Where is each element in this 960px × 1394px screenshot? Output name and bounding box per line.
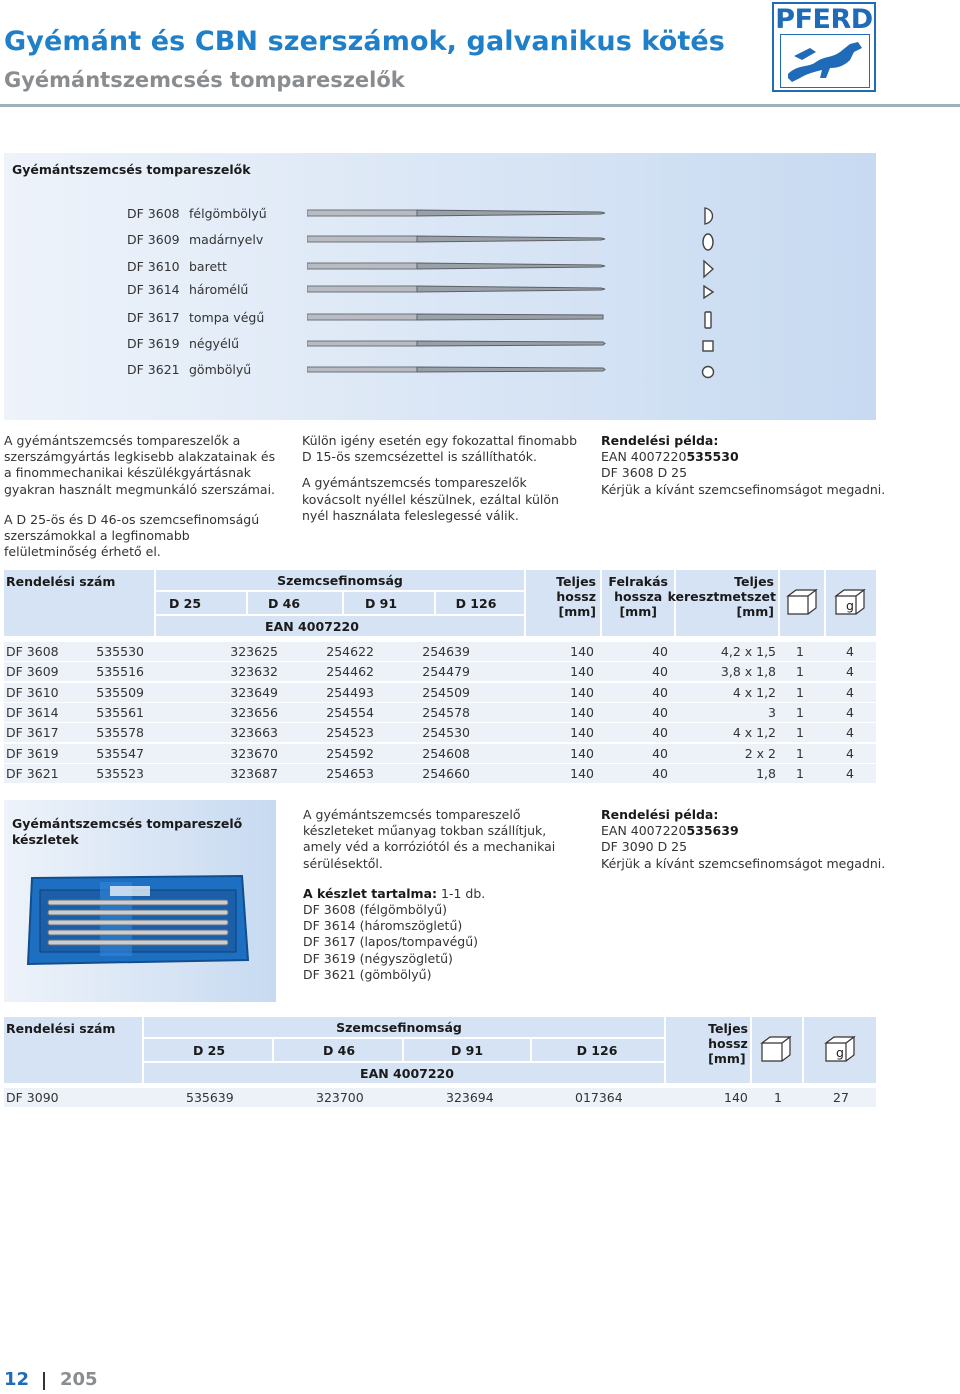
cell-total-length: 140 [570, 725, 594, 741]
cell-d25: 535516 [96, 664, 144, 680]
barrette-profile-icon [697, 259, 721, 279]
cell-cut-length: 40 [652, 765, 668, 781]
header-d46: D 46 [267, 596, 301, 611]
cell-pack-qty: 1 [774, 1090, 782, 1105]
header-cell [274, 1039, 402, 1061]
file-image [307, 338, 607, 348]
header-cell [156, 570, 524, 590]
cell-d25: 535530 [96, 644, 144, 659]
kit-panel-title: Gyémántszemcsés tompareszelő készletek [12, 816, 243, 847]
header-cell [667, 570, 778, 636]
cell-cut-length: 40 [652, 745, 668, 761]
header-cross-section: Teljes keresztmetszet [mm] [667, 574, 776, 619]
product-code: DF 3610 [127, 259, 180, 274]
product-row [4, 206, 876, 226]
cell-order-number: DF 3614 [6, 704, 59, 720]
cell-d25: 535561 [96, 704, 144, 720]
cell-weight: 4 [846, 704, 854, 720]
table-row [4, 703, 876, 722]
header-total-length: Teljes hossz [mm] [556, 574, 596, 619]
header-d91: D 91 [364, 596, 398, 611]
footer-divider [43, 1372, 45, 1390]
header-cell [436, 592, 524, 614]
cell-d46: 323663 [230, 725, 278, 741]
order-line: DF 3090 D 25 [601, 839, 688, 855]
file-image [307, 284, 607, 294]
order-example-title: Rendelési példa: [601, 433, 719, 448]
cell-d25: 535523 [96, 765, 144, 781]
header-cell [602, 570, 674, 636]
product-row [4, 310, 876, 330]
header-cell [780, 570, 824, 636]
header-cell [4, 1017, 142, 1083]
product-code: DF 3614 [127, 282, 180, 297]
header-weight: g [836, 1045, 844, 1060]
file-image [307, 364, 607, 374]
cell-d46: 323625 [230, 644, 278, 659]
cell-pack-qty: 1 [796, 765, 804, 781]
cell-pack-qty: 1 [796, 664, 804, 680]
cell-cut-length: 40 [652, 684, 668, 700]
cell-d91: 254523 [326, 725, 374, 741]
cell-d126: 254509 [422, 684, 470, 700]
table-row [4, 723, 876, 742]
file-image [307, 234, 607, 244]
table-row [4, 764, 876, 783]
triangle-profile-icon [697, 282, 721, 302]
cell-weight: 4 [846, 765, 854, 781]
order-line: Kérjük a kívánt szemcsefinomságot megadni. [601, 481, 886, 497]
header-d91: D 91 [450, 1043, 484, 1058]
kit-panel [4, 800, 276, 1002]
cell-cross-section: 1,8 [756, 765, 776, 781]
cell-total-length: 140 [570, 684, 594, 700]
kit-item: DF 3614 (háromszögletű) [303, 918, 463, 934]
order-ean-suffix: 535530 [686, 449, 739, 465]
crossing-profile-icon [697, 232, 721, 252]
header-order-number: Rendelési szám [6, 1021, 116, 1036]
cell-cross-section: 3 [768, 704, 776, 720]
cell-cut-length: 40 [652, 644, 668, 659]
logo-text: PFERD [775, 4, 873, 35]
cell-cross-section: 3,8 x 1,8 [720, 664, 776, 680]
page-title: Gyémánt és CBN szerszámok, galvanikus kötés [4, 26, 725, 57]
cell-weight: 4 [846, 725, 854, 741]
product-code: DF 3608 [127, 206, 180, 221]
cell-pack-qty: 1 [796, 644, 804, 659]
order-line: Kérjük a kívánt szemcsefinomságot megadni. [601, 855, 886, 871]
table2-header [4, 1017, 876, 1083]
cell-d126: 254479 [422, 664, 470, 680]
product-row [4, 336, 876, 356]
cell-total-length: 140 [570, 745, 594, 761]
cell-order-number: DF 3609 [6, 664, 59, 680]
product-name: négyélű [189, 336, 240, 351]
file-set-case-image [26, 874, 252, 966]
header-cell [666, 1017, 750, 1083]
cell-d91: 254493 [326, 684, 374, 700]
product-panel [4, 153, 876, 420]
product-name: félgömbölyű [189, 206, 267, 221]
header-cell [156, 592, 246, 614]
header-d46: D 46 [322, 1043, 356, 1058]
intro-column-1 [4, 433, 279, 560]
cell-pack-qty: 1 [796, 725, 804, 741]
cell-d91: 254622 [326, 644, 374, 659]
cell-d46: 323649 [230, 684, 278, 700]
cell-cross-section: 4 x 1,2 [732, 725, 776, 741]
cell-weight: 27 [833, 1090, 849, 1105]
cell-order-number: DF 3090 [6, 1090, 59, 1105]
cell-total-length: 140 [570, 664, 594, 680]
header-cell [156, 616, 524, 636]
pferd-logo [772, 2, 876, 92]
header-cell [532, 1039, 664, 1061]
cell-order-number: DF 3621 [6, 765, 59, 781]
product-row [4, 282, 876, 302]
file-image [307, 312, 607, 322]
flat-profile-icon [697, 310, 721, 330]
header-grain: Szemcsefinomság [277, 573, 403, 588]
cell-d126: 254639 [422, 644, 470, 659]
cell-d91: 254653 [326, 765, 374, 781]
cell-order-number: DF 3619 [6, 745, 59, 761]
cell-total-length: 140 [724, 1090, 748, 1105]
half-round-profile-icon [697, 206, 721, 226]
cell-d126: 254660 [422, 765, 470, 781]
panel-title: Gyémántszemcsés tompareszelők [12, 162, 251, 177]
kit-description [303, 807, 585, 983]
header-cell [826, 570, 876, 636]
square-profile-icon [697, 336, 721, 356]
header-cell [752, 1017, 802, 1083]
page-number: 205 [60, 1369, 98, 1390]
order-ean-prefix: EAN 4007220 [601, 449, 687, 465]
intro-paragraph: A gyémántszemcsés tompareszelők a szerszámgyártás legkisebb alakzatainak és a finommechanikai készülékgyártásnak gyakran használt megmunkáló szerszámai. [4, 433, 276, 497]
table-row [4, 683, 876, 702]
cell-d25: 535509 [96, 684, 144, 700]
product-row [4, 259, 876, 279]
kit-desc-text: A gyémántszemcsés tompareszelő készleteket műanyag tokban szállítjuk, amely véd a korróziótól és a mechanikai sérülésektől. [303, 807, 556, 871]
cell-d91: 254592 [326, 745, 374, 761]
file-image [307, 261, 607, 271]
chapter-number: 12 [4, 1369, 30, 1390]
kit-item: DF 3608 (félgömbölyű) [303, 902, 448, 918]
table-row [4, 642, 876, 661]
cell-weight: 4 [846, 664, 854, 680]
cell-order-number: DF 3608 [6, 644, 59, 659]
header-ean: EAN 4007220 [265, 619, 359, 634]
cell-d46: 323670 [230, 745, 278, 761]
package-box-icon [786, 588, 818, 616]
product-name: háromélű [189, 282, 249, 297]
cell-cut-length: 40 [652, 725, 668, 741]
header-d126: D 126 [576, 1043, 618, 1058]
header-cut-length: Felrakás hossza [mm] [608, 574, 668, 619]
intro-paragraph: A gyémántszemcsés tompareszelők kovácsolt nyéllel készülnek, ezáltal külön nyél használata feleslegessé válik. [302, 475, 559, 523]
table1-header [4, 570, 876, 636]
header-rule [0, 104, 960, 107]
header-d25: D 25 [192, 1043, 226, 1058]
order-ean-prefix: EAN 4007220 [601, 823, 687, 839]
cell-total-length: 140 [570, 644, 594, 659]
table-row [4, 744, 876, 763]
cell-cross-section: 4,2 x 1,5 [720, 644, 776, 659]
header-ean: EAN 4007220 [360, 1066, 454, 1081]
header-cell [144, 1017, 664, 1037]
cell-d126: 017364 [575, 1090, 623, 1105]
product-row [4, 232, 876, 252]
kit-contents-count: 1-1 db. [441, 885, 486, 901]
product-name: tompa végű [189, 310, 265, 325]
cell-d25: 535547 [96, 745, 144, 761]
round-profile-icon [697, 362, 721, 382]
file-image [307, 208, 607, 218]
cell-d126: 254608 [422, 745, 470, 761]
header-grain: Szemcsefinomság [336, 1020, 462, 1035]
cell-d46: 323687 [230, 765, 278, 781]
cell-d126: 254578 [422, 704, 470, 720]
header-cell [144, 1063, 664, 1083]
cell-cut-length: 40 [652, 664, 668, 680]
kit-item: DF 3617 (lapos/tompavégű) [303, 934, 479, 950]
header-d25: D 25 [168, 596, 202, 611]
cell-d46: 323656 [230, 704, 278, 720]
cell-d46: 323700 [316, 1090, 364, 1105]
header-cell [526, 570, 600, 636]
order-example [601, 433, 891, 498]
table-row [4, 1088, 876, 1107]
header-total-length: Teljes hossz [mm] [708, 1021, 748, 1066]
kit-item: DF 3621 (gömbölyű) [303, 966, 432, 982]
cell-pack-qty: 1 [796, 745, 804, 761]
package-box-icon [760, 1035, 792, 1063]
kit-item: DF 3619 (négyszögletű) [303, 950, 453, 966]
product-code: DF 3609 [127, 232, 180, 247]
order-example-title: Rendelési példa: [601, 807, 719, 822]
header-cell [804, 1017, 876, 1083]
product-name: barett [189, 259, 227, 274]
cell-pack-qty: 1 [796, 704, 804, 720]
cell-d126: 254530 [422, 725, 470, 741]
header-cell [344, 592, 434, 614]
table-row [4, 662, 876, 681]
header-cell [404, 1039, 530, 1061]
product-row [4, 362, 876, 382]
cell-d91: 323694 [446, 1090, 494, 1105]
cell-weight: 4 [846, 745, 854, 761]
cell-pack-qty: 1 [796, 684, 804, 700]
product-code: DF 3617 [127, 310, 180, 325]
intro-paragraph: A D 25-ös és D 46-os szemcsefinomságú szerszámokkal a legfinomabb felületminőség érhető el. [4, 511, 260, 560]
cell-d25: 535578 [96, 725, 144, 741]
cell-weight: 4 [846, 684, 854, 700]
cell-cross-section: 4 x 1,2 [732, 684, 776, 700]
header-order-number: Rendelési szám [6, 574, 116, 589]
product-name: madárnyelv [189, 232, 264, 247]
product-code: DF 3619 [127, 336, 180, 351]
cell-d91: 254462 [326, 664, 374, 680]
cell-d91: 254554 [326, 704, 374, 720]
order-ean-suffix: 535639 [686, 823, 739, 839]
cell-total-length: 140 [570, 704, 594, 720]
cell-d25: 535639 [186, 1090, 234, 1105]
cell-cross-section: 2 x 2 [744, 745, 776, 761]
header-cell [248, 592, 342, 614]
cell-d46: 323632 [230, 664, 278, 680]
order-line: DF 3608 D 25 [601, 465, 688, 481]
product-code: DF 3621 [127, 362, 180, 377]
horse-logo-icon [780, 34, 870, 88]
cell-total-length: 140 [570, 765, 594, 781]
cell-order-number: DF 3617 [6, 725, 59, 741]
intro-column-2 [302, 433, 584, 524]
cell-weight: 4 [846, 644, 854, 659]
cell-cut-length: 40 [652, 704, 668, 720]
header-d126: D 126 [455, 596, 497, 611]
product-name: gömbölyű [189, 362, 252, 377]
cell-order-number: DF 3610 [6, 684, 59, 700]
page-subtitle: Gyémántszemcsés tompareszelők [4, 68, 405, 92]
header-cell [4, 570, 154, 636]
kit-contents-title: A készlet tartalma: [303, 885, 438, 901]
header-cell [144, 1039, 272, 1061]
header-weight: g [846, 598, 854, 613]
intro-paragraph: Külön igény esetén egy fokozattal finomabb D 15-ös szemcsézettel is szállíthatók. [302, 433, 578, 465]
kit-order-example [601, 807, 891, 872]
